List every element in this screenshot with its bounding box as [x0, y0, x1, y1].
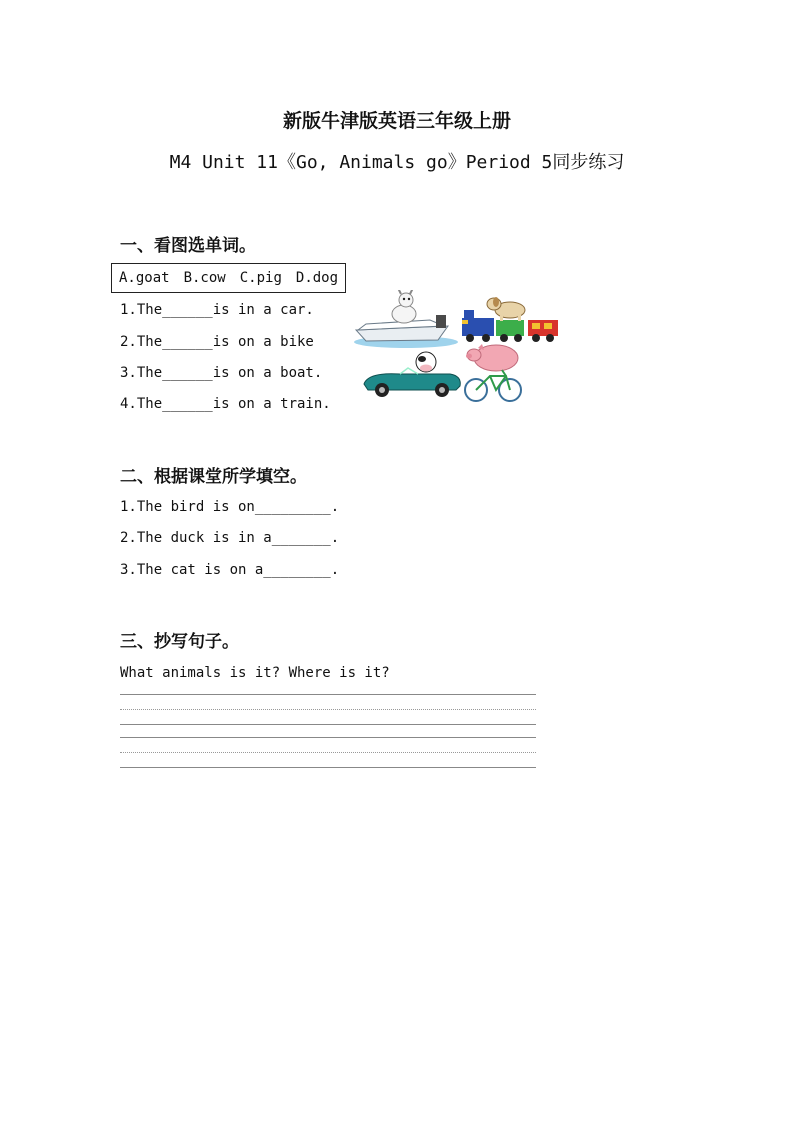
s1-question-3: 3.The______is on a boat.: [120, 365, 323, 381]
s2-question-1: 1.The bird is on_________.: [120, 499, 340, 515]
writing-line-dotted: [120, 752, 536, 753]
s2-question-3: 3.The cat is on a________.: [120, 562, 340, 578]
s2-question-2: 2.The duck is in a_______.: [120, 530, 340, 546]
option-a: A.goat: [119, 270, 170, 286]
option-c: C.pig: [239, 270, 282, 286]
section2-heading: 二、根据课堂所学填空。: [120, 467, 307, 487]
section3-heading: 三、抄写句子。: [120, 632, 239, 652]
writing-line: [120, 737, 536, 738]
writing-line-dotted: [120, 709, 536, 710]
page-title: 新版牛津版英语三年级上册: [282, 110, 511, 132]
option-b: B.cow: [183, 270, 226, 286]
pig-on-bike-image: [462, 342, 524, 404]
section1-heading: 一、看图选单词。: [120, 236, 256, 256]
page-subtitle: M4 Unit 11《Go, Animals go》Period 5同步练习: [169, 152, 625, 173]
word-options-box: [111, 263, 346, 293]
writing-line: [120, 694, 536, 695]
dog-on-train-image: [460, 296, 560, 344]
s1-question-4: 4.The______is on a train.: [120, 396, 331, 412]
option-d: D.dog: [295, 270, 339, 286]
writing-line: [120, 767, 536, 768]
s1-question-2: 2.The______is on a bike: [120, 334, 314, 350]
s1-question-1: 1.The______is in a car.: [120, 302, 314, 318]
goat-on-boat-image: [352, 290, 460, 352]
writing-line: [120, 724, 536, 725]
copy-sentence: What animals is it? Where is it?: [120, 665, 390, 681]
cow-in-car-image: [360, 350, 464, 400]
